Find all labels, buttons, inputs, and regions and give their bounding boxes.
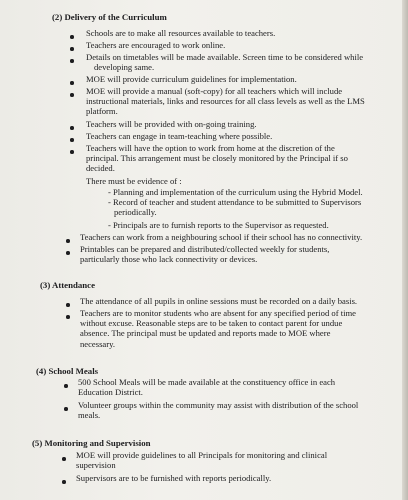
bullet-icon (70, 59, 74, 63)
item-text: Teachers can work from a neighbouring school if their school has no connectivity. (80, 232, 363, 242)
bullet-icon (66, 303, 70, 307)
section-heading: (4) School Meals (36, 366, 99, 376)
evidence-intro: There must be evidence of : (86, 176, 182, 186)
bullet-icon (70, 35, 74, 39)
bullet-icon (70, 81, 74, 85)
section-heading: (2) Delivery of the Curriculum (52, 12, 167, 22)
bullet-icon (64, 384, 68, 388)
bullet-icon (64, 407, 68, 411)
item-text: Teachers can engage in team-teaching where possible. (86, 131, 273, 141)
item-text: The attendance of all pupils in online sessions must be recorded on a daily basis. (80, 296, 358, 306)
item-text: MOE will provide guidelines to all Principals for monitoring and clinical supervision (76, 450, 328, 471)
bullet-icon (62, 457, 66, 461)
item-text: Printables can be prepared and distributed/collected weekly for students, particularly those who lack connectivity or devices. (80, 244, 330, 265)
evidence-sub-item: - Principals are to furnish reports to the Supervisor as requested. (108, 220, 329, 230)
item-text: Schools are to make all resources available to teachers. (86, 28, 276, 38)
bullet-icon (70, 150, 74, 154)
bullet-icon (66, 239, 70, 243)
bullet-icon (70, 93, 74, 97)
bullet-icon (66, 315, 70, 319)
bullet-icon (66, 251, 70, 255)
item-text: Teachers are encouraged to work online. (86, 40, 226, 50)
bullet-icon (70, 47, 74, 51)
item-text: MOE will provide curriculum guidelines for implementation. (86, 74, 297, 84)
item-text: Teachers will be provided with on-going training. (86, 119, 257, 129)
bullet-icon (70, 138, 74, 142)
page-edge-shadow (402, 0, 408, 500)
item-text: Teachers are to monitor students who are absent for any specified period of time without excuse. Reasonable steps are to be taken to contact parent for undue absence. The principal must be updated and reports made to MOE where necessary. (80, 308, 356, 349)
evidence-sub-list: - Planning and implementation of the curriculum using the Hybrid Model. - Record of teacher and student attendance to be submitted to Supervisors periodically. (108, 187, 363, 218)
item-text: 500 School Meals will be made available at the constituency office in each Education District. (78, 377, 336, 398)
section-heading: (5) Monitoring and Supervision (32, 438, 151, 448)
item-text: Details on timetables will be made available. Screen time to be considered while developing same. (86, 52, 364, 73)
item-text: MOE will provide a manual (soft-copy) for all teachers which will include instructional materials, links and resources for all class levels as well as the LMS platform. (86, 86, 365, 117)
bullet-icon (62, 480, 66, 484)
bullet-icon (70, 126, 74, 130)
item-text: Teachers will have the option to work from home at the discretion of the principal. This arrangement must be closely monitored by the Principal if so decided. (86, 143, 348, 174)
item-text: Volunteer groups within the community may assist with distribution of the school meals. (78, 400, 359, 421)
section-heading: (3) Attendance (40, 280, 95, 290)
item-text: Supervisors are to be furnished with reports periodically. (76, 473, 272, 483)
